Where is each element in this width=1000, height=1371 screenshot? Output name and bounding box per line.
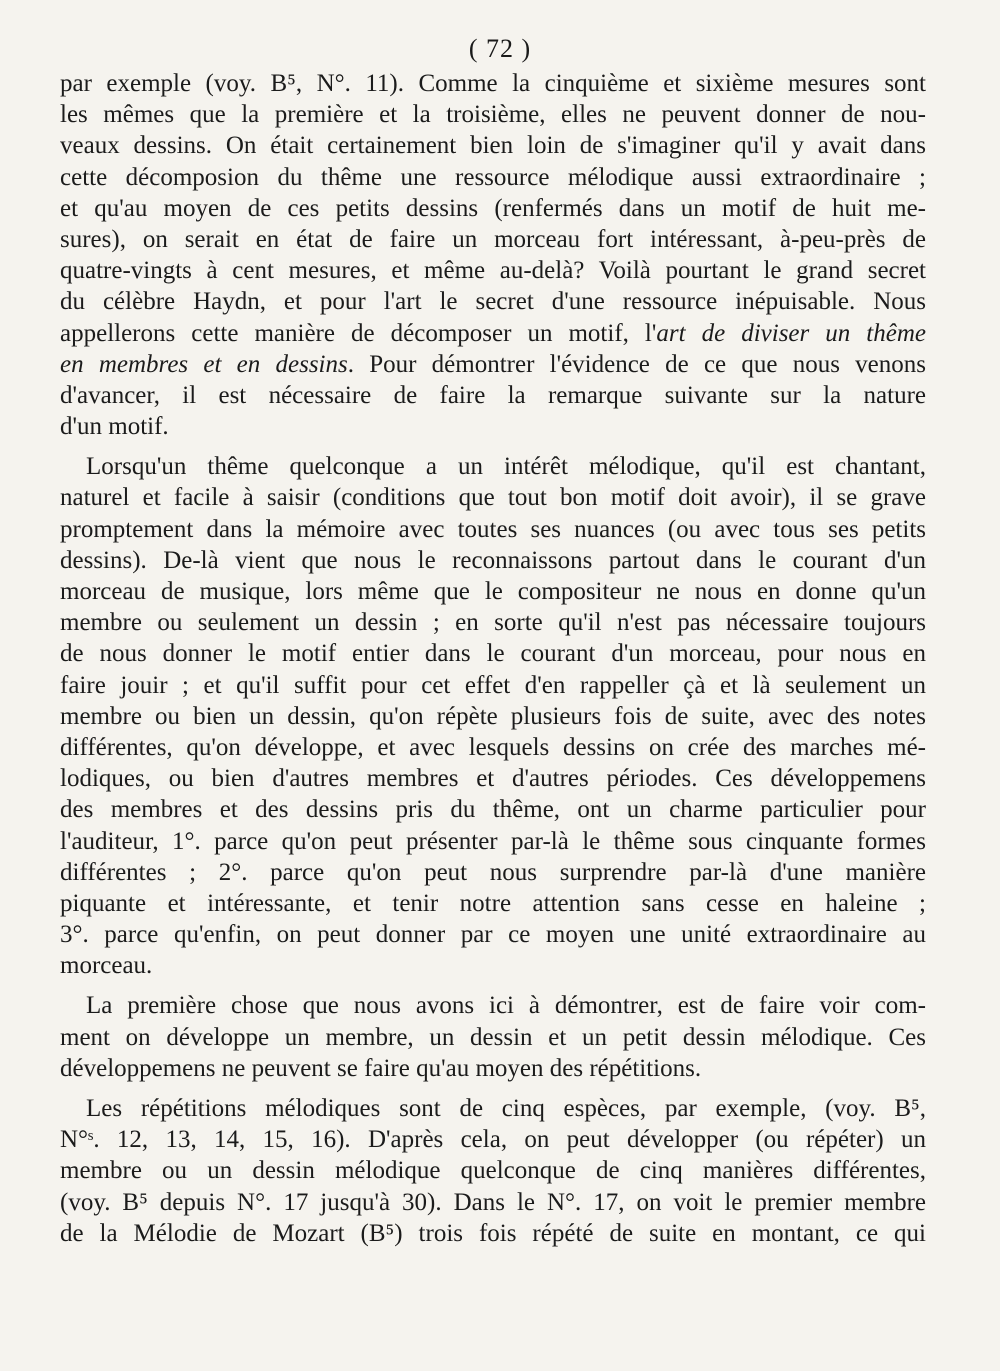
page-number: ( 72 )	[468, 34, 532, 63]
text-line: membre ou bien un dessin, qu'on répète plusieurs fois de suite, avec des notes	[60, 702, 926, 730]
text-line: l'auditeur, 1°. parce qu'on peut présenter par-là le thême sous cinquante formes	[60, 827, 926, 855]
text-line: des membres et des dessins pris du thême, ont un charme particulier pour	[60, 796, 926, 824]
text-line: faire jouir ; et qu'il suffit pour cet effet d'en rappeller çà et là seulement un	[60, 671, 926, 699]
text-line: (voy. B⁵ depuis N°. 17 jusqu'à 30). Dans le N°. 17, on voit le premier membre	[60, 1188, 926, 1216]
text-line: La première chose que nous avons ici à démontrer, est de faire voir com-	[86, 992, 926, 1020]
text-line: différentes, qu'on développe, et avec lesquels dessins on crée des marches mé-	[60, 733, 926, 761]
paragraph-1	[60, 68, 926, 442]
text-line: promptement dans la mémoire avec toutes ses nuances (ou avec tous ses petits	[60, 515, 926, 543]
text-line: sures), on serait en état de faire un morceau fort intéressant, à-peu-près de	[60, 225, 926, 253]
text-line: 3°. parce qu'enfin, on peut donner par ce moyen une unité extraordinaire au	[60, 921, 926, 949]
text-line: morceau.	[60, 952, 153, 980]
text-line: lodiques, ou bien d'autres membres et d'autres périodes. Ces développemens	[60, 765, 926, 793]
text-line: cette décomposion du thême une ressource mélodique aussi extraordinaire ;	[60, 163, 926, 191]
text-line: Les répétitions mélodiques sont de cinq espèces, par exemple, (voy. B⁵,	[86, 1095, 926, 1122]
text-line: dessins). De-là vient que nous le reconnaissons partout dans le courant d'un	[60, 546, 926, 574]
text-line: veaux dessins. On était certainement bien loin de s'imaginer qu'il y avait dans	[60, 132, 926, 160]
text-line: différentes ; 2°. parce qu'on peut nous surprendre par-là d'une manière	[60, 858, 926, 886]
body-text	[60, 68, 926, 1249]
text-line: morceau de musique, lors même que le compositeur ne nous en donne qu'un	[60, 578, 926, 605]
text-line: d'avancer, il est nécessaire de faire la remarque suivante sur la nature	[60, 381, 926, 409]
text-line: ment on développe un membre, un dessin et un petit dessin mélodique. Ces	[60, 1023, 926, 1051]
text-line: piquante et intéressante, et tenir notre attention sans cesse en haleine ;	[60, 889, 926, 917]
text-line: N°ˢ. 12, 13, 14, 15, 16). D'après cela, on peut développer (ou répéter) un	[60, 1126, 926, 1154]
text-line: développemens ne peuvent se faire qu'au moyen des répétitions.	[60, 1054, 702, 1082]
paragraph-4	[60, 1093, 926, 1249]
text-line: naturel et facile à saisir (conditions que tout bon motif doit avoir), il se grave	[60, 484, 926, 512]
paragraph-2	[60, 451, 926, 981]
text-line: appellerons cette manière de décomposer un motif, l'art de diviser un thême	[60, 319, 926, 347]
text-line: et qu'au moyen de ces petits dessins (renfermés dans un motif de huit me-	[60, 194, 926, 222]
text-line: membre ou un dessin mélodique quelconque de cinq manières différentes,	[60, 1157, 926, 1185]
text-line: Lorsqu'un thême quelconque a un intérêt mélodique, qu'il est chantant,	[86, 453, 926, 481]
text-line: de la Mélodie de Mozart (B⁵) trois fois répété de suite en montant, ce qui	[60, 1219, 926, 1247]
text-line: les mêmes que la première et la troisième, elles ne peuvent donner de nou-	[60, 101, 926, 129]
paragraph-3	[60, 990, 926, 1084]
text-line: d'un motif.	[60, 413, 169, 441]
text-line: membre ou seulement un dessin ; en sorte qu'il n'est pas nécessaire toujours	[60, 609, 926, 637]
text-line: du célèbre Haydn, et pour l'art le secret d'une ressource inépuisable. Nous	[60, 288, 926, 316]
text-line: quatre-vingts à cent mesures, et même au-delà? Voilà pourtant le grand secret	[60, 257, 926, 285]
text-line: en membres et en dessins. Pour démontrer l'évidence de ce que nous venons	[60, 350, 926, 378]
text-line: par exemple (voy. B⁵, N°. 11). Comme la cinquième et sixième mesures sont	[60, 70, 926, 97]
text-line: de nous donner le motif entier dans le courant d'un morceau, pour nous en	[60, 640, 926, 668]
